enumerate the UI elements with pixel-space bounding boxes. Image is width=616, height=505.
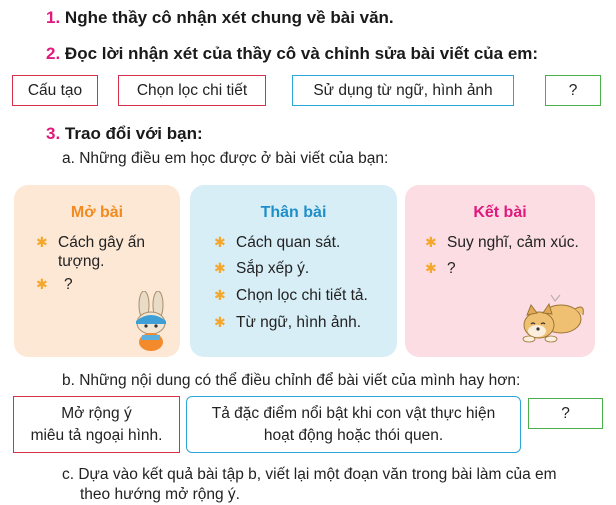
section-2-heading: [46, 44, 538, 64]
section-1-heading: [46, 8, 394, 28]
card-than-bai-title: Thân bài: [260, 204, 327, 221]
list-item: ✱ Cách gây ấn tượng.: [36, 234, 146, 270]
part-c-line-1: c. Dựa vào kết quả bài tập b, viết lại một đoạn văn trong bài làm của em: [62, 466, 557, 483]
tag-question: ?: [545, 75, 601, 106]
list-item: ✱ Từ ngữ, hình ảnh.: [214, 314, 362, 331]
star-icon: ✱: [425, 234, 437, 250]
card-mo-bai-title: Mở bài: [70, 204, 124, 221]
star-icon: ✱: [36, 276, 48, 292]
star-icon: ✱: [214, 287, 226, 303]
box-question: ?: [528, 398, 603, 429]
star-icon: ✱: [214, 260, 226, 276]
part-c-line-2: theo hướng mở rộng ý.: [80, 486, 240, 503]
tag-su-dung-tu-ngu: Sử dụng từ ngữ, hình ảnh: [292, 75, 514, 106]
section-1-number: 1.: [46, 8, 61, 27]
star-icon: ✱: [214, 234, 226, 250]
tag-cau-tao: Cấu tạo: [12, 75, 98, 106]
box-mo-rong-y: [13, 396, 180, 453]
card-than-bai: [190, 185, 397, 357]
list-item: ✱ Cách quan sát.: [214, 234, 341, 251]
tag-chon-loc-chi-tiet: Chọn lọc chi tiết: [118, 75, 266, 106]
list-item: ✱ ?: [36, 276, 73, 293]
list-item: ✱ Sắp xếp ý.: [214, 260, 310, 277]
card-mo-bai: [14, 185, 180, 357]
box-mo-rong-y-line-2: miêu tả ngoại hình.: [30, 426, 163, 444]
section-3-heading: [46, 124, 203, 144]
section-3-text: Trao đổi với bạn:: [64, 124, 203, 143]
list-item: ✱ ?: [425, 260, 456, 277]
star-icon: ✱: [36, 234, 48, 250]
list-item: ✱ Suy nghĩ, cảm xúc.: [425, 234, 579, 251]
box-ta-dac-diem-line-2: hoạt động hoặc thói quen.: [263, 426, 444, 444]
card-ket-bai: [405, 185, 595, 357]
dog-illustration: [517, 287, 587, 345]
part-a-text: a. Những điều em học được ở bài viết của bạn:: [62, 150, 389, 167]
list-item: ✱ Chọn lọc chi tiết tả.: [214, 287, 368, 304]
box-ta-dac-diem: [186, 396, 521, 453]
rabbit-illustration: [126, 291, 176, 353]
box-ta-dac-diem-line-1: Tả đặc điểm nổi bật khi con vật thực hiện: [211, 404, 496, 422]
card-ket-bai-title: Kết bài: [473, 204, 527, 221]
part-b-text: b. Những nội dung có thể điều chỉnh để bài viết của mình hay hơn:: [62, 372, 521, 389]
box-mo-rong-y-line-1: Mở rộng ý: [61, 404, 132, 422]
section-2-number: 2.: [46, 44, 61, 63]
star-icon: ✱: [214, 314, 226, 330]
section-3-number: 3.: [46, 124, 61, 143]
section-1-text: Nghe thầy cô nhận xét chung về bài văn.: [64, 8, 394, 27]
star-icon: ✱: [425, 260, 437, 276]
section-2-text: Đọc lời nhận xét của thầy cô và chỉnh sửa bài viết của em:: [64, 44, 539, 63]
